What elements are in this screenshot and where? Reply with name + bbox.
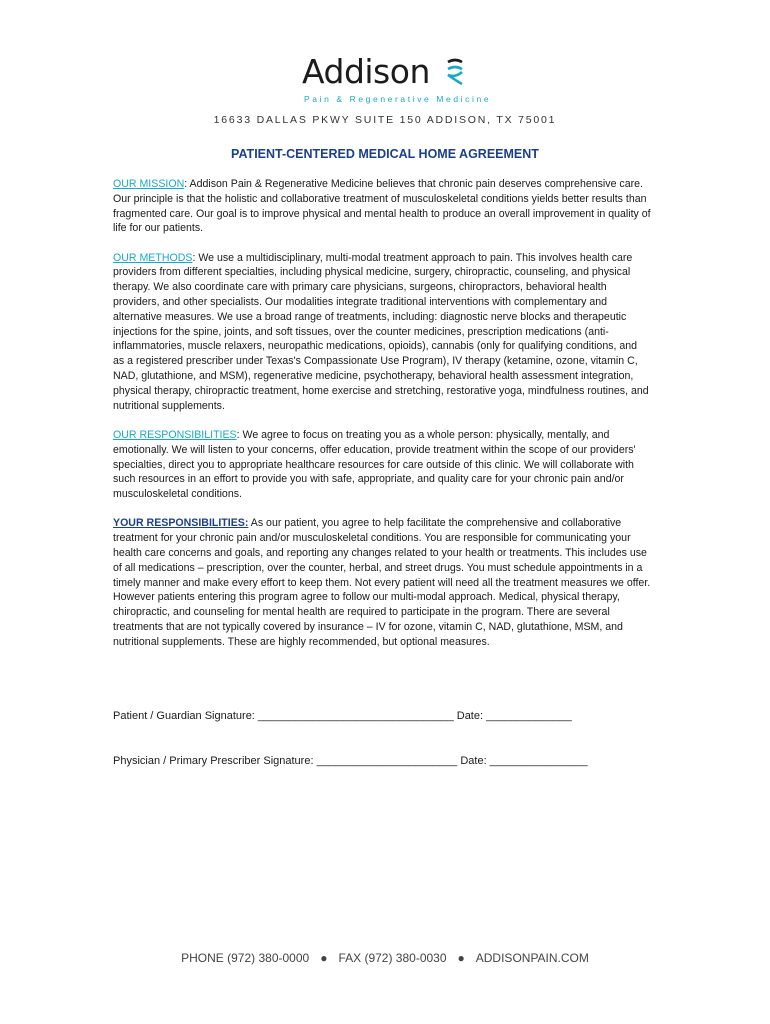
section-your-responsibilities: [113, 516, 651, 649]
section-our-responsibilities: [113, 428, 651, 502]
footer-fax: FAX (972) 380-0030: [338, 951, 447, 965]
logo-tagline: Pain & Regenerative Medicine: [304, 94, 492, 104]
logo-wordmark: Addison: [302, 52, 430, 91]
section-heading: YOUR RESPONSIBILITIES:: [113, 517, 249, 530]
section-text: As our patient, you agree to help facilitate the comprehensive and collaborative treatment for your chronic pain and/or musculoskeletal conditions. You are responsible for communicating your health care concerns and goals, and reporting any changes related to your health or treatments. This includes use of all medications – prescription, over the counter, herbal, and street drugs. You must schedule appointments in a timely manner and make every effort to keep them. Not every patient will need all the treatment measures we offer. However patients entering this program agree to follow our multi-modal approach. Medical, physical therapy, chiropractic, and counseling for mental health are required to participate in the program. There are several treatments that are not typically covered by insurance – IV for ozone, vitamin C, NAD, glutathione, MSM, and nutritional supplements. These are highly recommended, but optional measures.: [113, 517, 651, 648]
footer: [0, 951, 770, 965]
section-methods: [113, 251, 651, 414]
document-title: PATIENT-CENTERED MEDICAL HOME AGREEMENT: [231, 147, 539, 161]
section-text: : Addison Pain & Regenerative Medicine believes that chronic pain deserves comprehensive care. Our principle is that the holistic and collaborative treatment of musculoskeletal conditions yields better results than fragmented care. Our goal is to improve physical and mental health to produce an overall improvement in quality of life for our patients.: [113, 178, 651, 235]
footer-phone: PHONE (972) 380-0000: [181, 951, 310, 965]
clinic-address: 16633 DALLAS PKWY SUITE 150 ADDISON, TX 75001: [213, 114, 557, 126]
bullet-separator-icon: ●: [457, 951, 465, 965]
section-text: : We use a multidisciplinary, multi-modal treatment approach to pain. This involves health care providers from different specialties, including physical medicine, surgery, chiropractic, counseling, and physical therapy. We also coordinate care with primary care physicians, surgeons, chiropractors, behavioral health providers, and other specialists. Our modalities integrate traditional interventions with complementary and alternative measures. We use a broad range of treatments, including: diagnostic nerve blocks and therapeutic injections for the spine, joints, and soft tissues, over the counter medicines, prescription medications (anti-inflammatories, muscle relaxers, neuropathic medications, opioids), cannabis (only for qualifying conditions, and as a registered prescriber under Texas's Compassionate Use Program), IV therapy (ketamine, ozone, vitamin C, NAD, glutathione, and MSM), regenerative medicine, psychotherapy, behavioral health assessment integration, physical therapy, chiropractic treatment, home exercise and stretching, restorative yoga, mindfulness routines, and nutritional supplements.: [113, 251, 649, 412]
logo-wave-icon: [446, 58, 464, 88]
section-heading: OUR METHODS: [113, 251, 193, 264]
patient-signature-line[interactable]: Patient / Guardian Signature: ________________________________ Date: ______________: [113, 710, 572, 722]
bullet-separator-icon: ●: [320, 951, 328, 965]
physician-signature-line[interactable]: Physician / Primary Prescriber Signature: _______________________ Date: ________________: [113, 755, 588, 767]
section-text: : We agree to focus on treating you as a whole person: physically, mentally, and emotionally. We will listen to your concerns, offer education, provide treatment within the scope of our providers' specialties, direct you to appropriate healthcare resources for care outside of this clinic. We will collaborate with such resources in an effort to provide you with safe, appropriate, and quality care for your chronic pain and/or musculoskeletal conditions.: [113, 428, 636, 501]
footer-website[interactable]: ADDISONPAIN.COM: [475, 951, 589, 965]
section-heading: OUR MISSION: [113, 178, 185, 190]
logo: [300, 52, 492, 108]
section-mission: [113, 177, 651, 236]
section-heading: OUR RESPONSIBILITIES: [113, 428, 237, 441]
agreement-body: [113, 177, 651, 664]
